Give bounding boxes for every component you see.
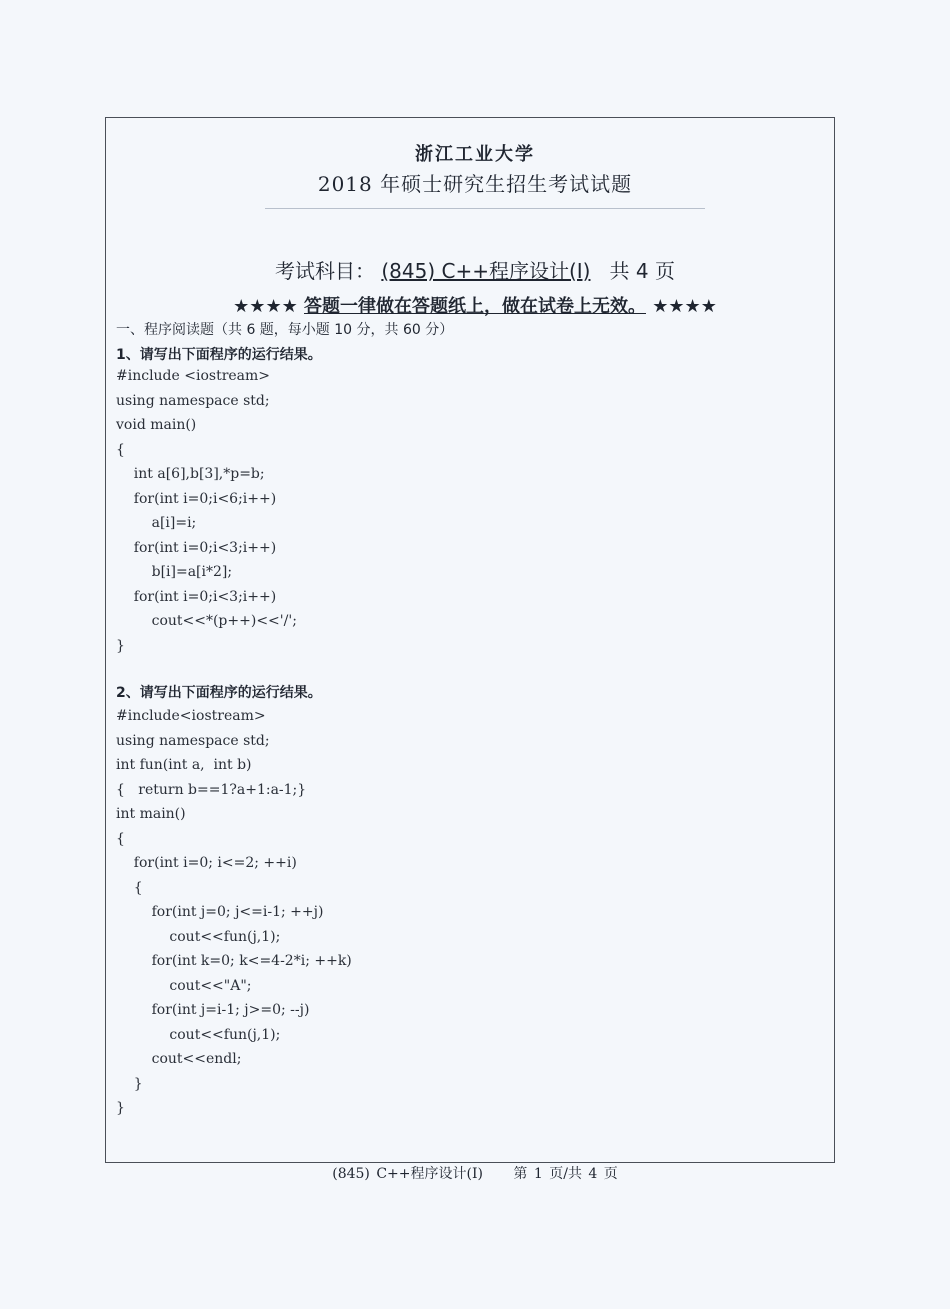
question-1-title: 1、请写出下面程序的运行结果。 xyxy=(116,347,322,363)
footer-subject: (845) C++程序设计(I) xyxy=(332,1166,483,1182)
notice-stars-right: ★★★★ xyxy=(652,296,717,317)
exam-title: 2018 年硕士研究生招生考试试题 xyxy=(317,172,633,196)
question-2-title: 2、请写出下面程序的运行结果。 xyxy=(116,685,322,701)
subject-label: 考试科目： xyxy=(274,259,375,283)
subject-line xyxy=(0,255,950,284)
school-name: 浙江工业大学 xyxy=(415,144,535,165)
question-1-code: #include <iostream> using namespace std; void main() { int a[6],b[3],*p=b; for(int i=0;i<6;i++) a[i]=i; for(int i=0;i<3;i++) b[i]=a[i*2]; for(int i=0;i<3;i++) cout<<*(p++)<<'/'; } xyxy=(116,368,297,654)
section-heading: 一、程序阅读题（共 6 题，每小题 10 分，共 60 分） xyxy=(116,322,454,338)
notice-line xyxy=(0,292,950,318)
page-footer xyxy=(0,1163,950,1183)
subject-name: (845) C++程序设计(I) xyxy=(381,259,591,283)
question-2-code: #include<iostream> using namespace std; int fun(int a, int b) { return b==1?a+1:a-1;} int main() { for(int i=0; i<=2; ++i) { for(int j=0; j<=i-1; ++j) cout<<fun(j,1); for(int k=0; k<=4-2*i; ++k) cout<<"A"; for(int j=i-1; j>=0; --j) cout<<fun(j,1); cout<<endl; } } xyxy=(116,708,352,1116)
notice-stars-left: ★★★★ xyxy=(233,296,298,317)
notice-text: 答题一律做在答题纸上，做在试卷上无效。 xyxy=(304,296,646,317)
title-divider xyxy=(265,208,705,209)
page-count: 共 4 页 xyxy=(609,259,675,283)
footer-page-number: 第 1 页/共 4 页 xyxy=(513,1166,618,1182)
